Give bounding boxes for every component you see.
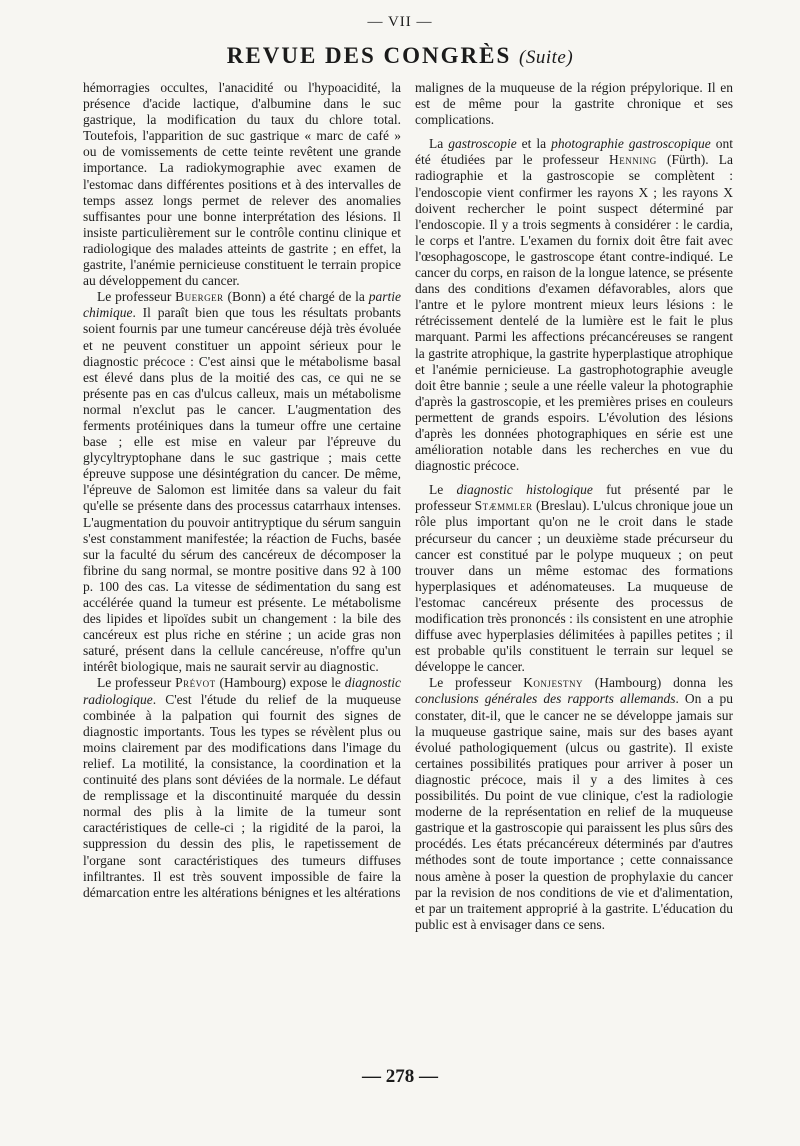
author-name: Henning (609, 152, 657, 168)
paragraph-prevot: Le professeur Prévot (Hambourg) expose le diagnostic radiologique. C'est l'étude du relief de la muqueuse combinée à la palpation qui fournit des signes de diagnostic importants. Tous les types se révèlent plus ou moins clairement par des modifications dans l'image du relief. La motilité, la consistance, la coordination et la continuité des plans sont déviées de la normale. Le défaut de remplissage et la discontinuité marquée du dessin normal des plis à la limite de la tumeur sont caractéristiques de celle-ci ; la rigidité de la paroi, la suppression du dessin des plis, le rapetissement de l'organe sont caractéristiques des tumeurs diffuses infiltrantes. Il est très souvent impossible de faire la démarcation entre les altérations bénignes et les altérations (83, 675, 402, 900)
section-subtitle: (Suite) (519, 47, 574, 68)
topic-emphasis: gastroscopie (448, 136, 517, 152)
author-name: Konjestny (523, 675, 583, 691)
right-column (415, 80, 733, 933)
topic-emphasis: partie chimique (83, 289, 402, 321)
paragraph-konjestny: Le professeur Konjestny (Hambourg) donna les conclusions générales des rapports allemands. On a pu constater, dit-il, que le cancer ne se développe jamais sur la muqueuse gastrique saine, mais sur des bases ayant évolué pathologiquement (ulcus ou gastrite). Il existe certaines possibilités pratiques pour arriver à poser un diagnostic précoce, mais il y a des limites à ces possibilités. Du point de vue clinique, c'est la radiologie moderne de la représentation en relief de la muqueuse gastrique et la gastroscopie qui paraissent les plus sûrs des procédés. Les états précancéreux déterminés par d'autres méthodes sont de toute importance ; cette connaissance nous amène à poser la question de prophylaxie du cancer par la revision de nos conditions de vie et d'alimentation, et par un traitement approprié à la gastrite. L'éducation du public est à envisager dans ce sens. (415, 675, 734, 932)
paragraph-henning: La gastroscopie et la photographie gastroscopique ont été étudiées par le professeur Henning (Fürth). La radiographie et la gastroscopie se complètent : l'endoscopie vient confirmer les rayons X ; les rayons X doivent rechercher le point suspect déterminé par l'endoscopie. Il y a trois segments à considérer : le cardia, le corps et l'antre. L'examen du fornix doit être fait avec l'œsophagoscope, le gastroscope étant contre-indiqué. Le cancer du corps, en raison de la longue latence, se présente dans des conditions d'examen défavorables, alors que l'antre et le pylore montrent mieux leurs lésions : le rétrécissement dentelé de la lumière est le fait le plus marquant. Parmi les affections précancéreuses se rangent la gastrite atrophique, la gastrite hyperplastique atrophique et l'anémie pernicieuse. La gastrophotographie aveugle doit être bannie ; seule a une réelle valeur la photographie d'après la gastroscopie, et les premières prises en couleurs permettent de grands espoirs. L'évolution des lésions d'après les données photographiques en série est une amélioration notable dans les recherches en vue du diagnostic précoce. (415, 136, 733, 474)
paragraph-continued: hémorragies occultes, l'anacidité ou l'hypoacidité, la présence d'acide lactique, d'albumine dans le suc gastrique, la modification du taux du chlore total. Toutefois, l'apparition de suc gastrique « marc de café » ou de vomissements de cette teinte revêtent une grande importance. La radiokymographie avec examen de l'estomac dans différentes positions et à des intervalles de temps assez longs permet de relever des anomalies suffisantes pour une bonne interprétation des lésions. Il insiste particulièrement sur le contrôle continu clinique et radiologique des malades atteints de gastrite ; en effet, la gastrite, l'anémie pernicieuse constituent le terrain propice au développement du cancer. (83, 80, 401, 289)
topic-emphasis: diagnostic radiologique (83, 675, 402, 707)
section-title: REVUE DES CONGRÈS (226, 43, 512, 68)
paragraph-staemmler: Le diagnostic histologique fut présenté par le professeur Stæmmler (Breslau). L'ulcus chronique joue un rôle plus important qu'on ne le croit dans le stade précurseur du cancer ; un deuxième stade précurseur du cancer est constitué par le polype muqueux ; on peut trouver dans un même estomac des formations hyperplasiques et adénomateuses. La muqueuse de l'estomac cancéreux présente des processus de modification très prononcés : ils consistent en une atrophie diffuse avec hyperplasies délimitées à papilles petites ; il est probable qu'ils constituent le terrain sur lequel se développe le cancer. (415, 482, 734, 675)
left-column (83, 80, 401, 901)
topic-emphasis: conclusions générales des rapports allemands (415, 691, 676, 707)
author-name: Buerger (175, 289, 224, 305)
author-name: Prévot (175, 675, 216, 691)
paragraph-buerger: Le professeur Buerger (Bonn) a été chargé de la partie chimique. Il paraît bien que tous les résultats probants soient fournis par une tumeur cancéreuse déjà très évoluée et ne peuvent constituer un appoint sérieux pour le diagnostic précoce : C'est ainsi que le métabolisme basal est élevé dans plus de la moitié des cas, ce qui ne se présente pas en cas d'ulcus calleux, mais un métabolisme normal n'exclut pas le cancer. L'augmentation des ferments protéiniques dans la tumeur offre une certaine base ; elle est mise en valeur par l'épreuve du glycyltryptophane dans le suc gastrique ; mais cette épreuve suppose une désintégration du cancer. De même, l'épreuve de Salomon est limitée dans sa valeur du fait qu'elle se présente dans des processus catarrhaux intenses. L'augmentation du pouvoir antitryptique du sérum sanguin s'est constamment manifestée; la réaction de Fuchs, basée sur la faculté du sérum des cancéreux de décomposer la fibrine du sang normal, se montre positive dans 92 à 100 p. 100 des cas. La vitesse de sédimentation du sang est accélérée quand la tumeur est présente. Le métabolisme des lipides et lipoïdes subit un changement : la bile des cancéreux est plus riche en stérine ; un acide gras non saturé, présent dans la cellule cancéreuse, n'offre qu'un intérêt biologique, mais ne saurait servir au diagnostic. (83, 289, 402, 675)
paragraph-continued: malignes de la muqueuse de la région prépylorique. Il en est de même pour la gastrite chronique et ses complications. (415, 80, 733, 128)
topic-emphasis: diagnostic histologique (456, 482, 593, 498)
page-number: — 278 — (362, 1066, 438, 1087)
author-name: Stæmmler (474, 498, 533, 514)
roman-folio: — VII — (367, 14, 433, 30)
topic-emphasis: photographie gastroscopique (551, 136, 711, 152)
page-header (0, 43, 800, 69)
